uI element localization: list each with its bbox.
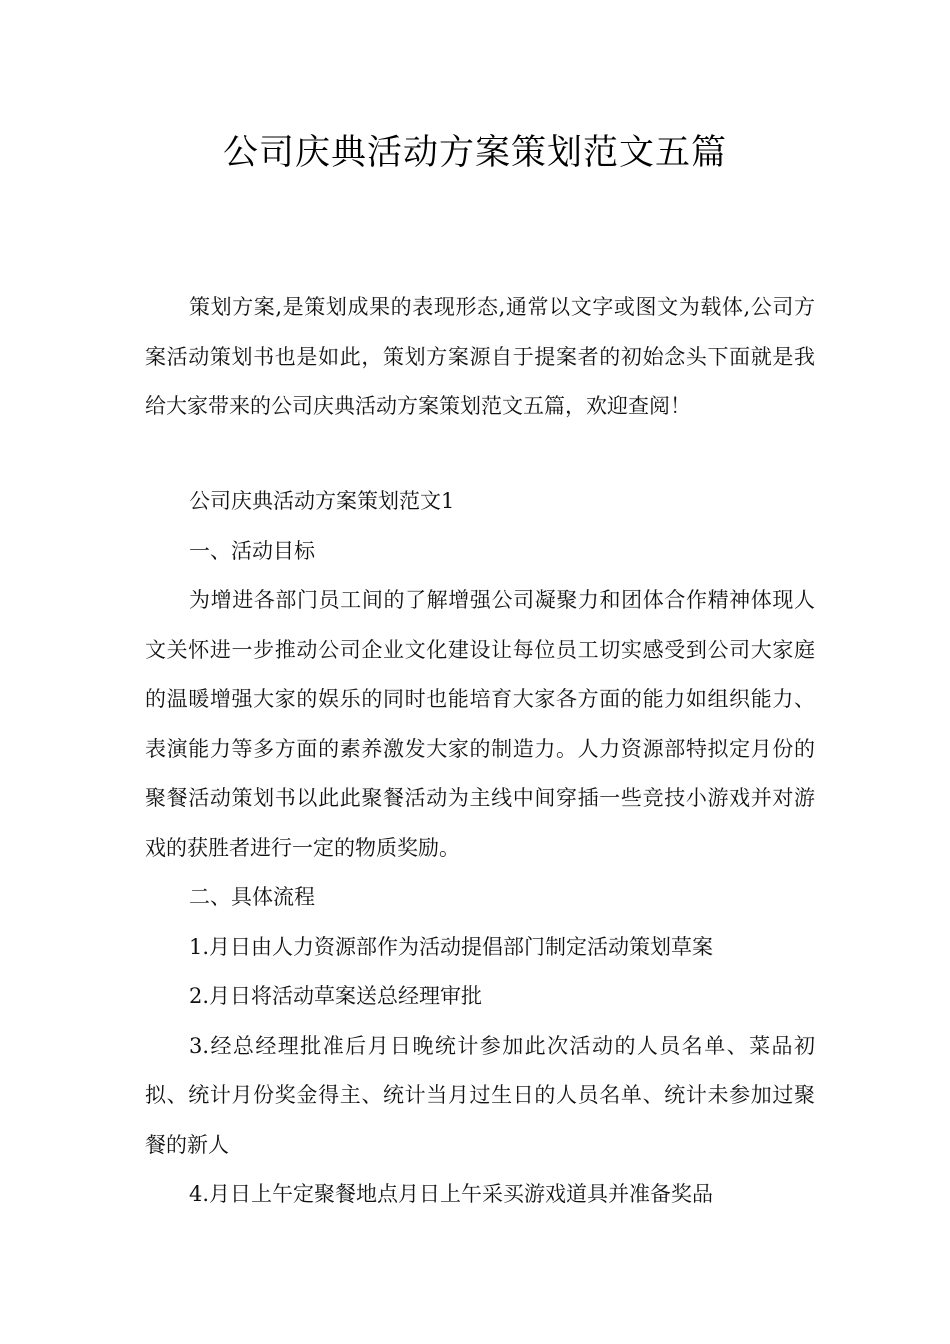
section-title: 公司庆典活动方案策划范文1 [189,489,455,513]
step-item: 1.月日由人力资源部作为活动提倡部门制定活动策划草案 [189,934,714,959]
step-item: 2.月日将活动草案送总经理审批 [189,984,483,1008]
step-item: 4.月日上午定聚餐地点月日上午采买游戏道具并准备奖品 [189,1182,714,1206]
step-item: 3.经总经理批准后月日晚统计参加此次活动的人员名单、菜品初拟、统计月份奖金得主、统计当月过生日的人员名单、统计未参加过聚餐的新人 [145,1033,815,1157]
heading-activity-goal: 一、活动目标 [189,538,315,563]
heading-process: 二、具体流程 [189,885,315,909]
document-title: 公司庆典活动方案策划范文五篇 [222,133,727,173]
section-1 [145,477,815,1220]
goal-paragraph: 为增进各部门员工间的了解增强公司凝聚力和团体合作精神体现人文关怀进一步推动公司企业文化建设让每位员工切实感受到公司大家庭的温暖增强大家的娱乐的同时也能培育大家各方面的能力如组织能力、表演能力等多方面的素养激发大家的制造力。人力资源部特拟定月份的聚餐活动策划书以此此聚餐活动为主线中间穿插一些竞技小游戏并对游戏的获胜者进行一定的物质奖励。 [145,588,815,860]
intro-block [145,283,815,432]
intro-paragraph: 策划方案,是策划成果的表现形态,通常以文字或图文为载体,公司方案活动策划书也是如此，策划方案源自于提案者的初始念头下面就是我给大家带来的公司庆典活动方案策划范文五篇，欢迎查阅！ [145,295,815,418]
